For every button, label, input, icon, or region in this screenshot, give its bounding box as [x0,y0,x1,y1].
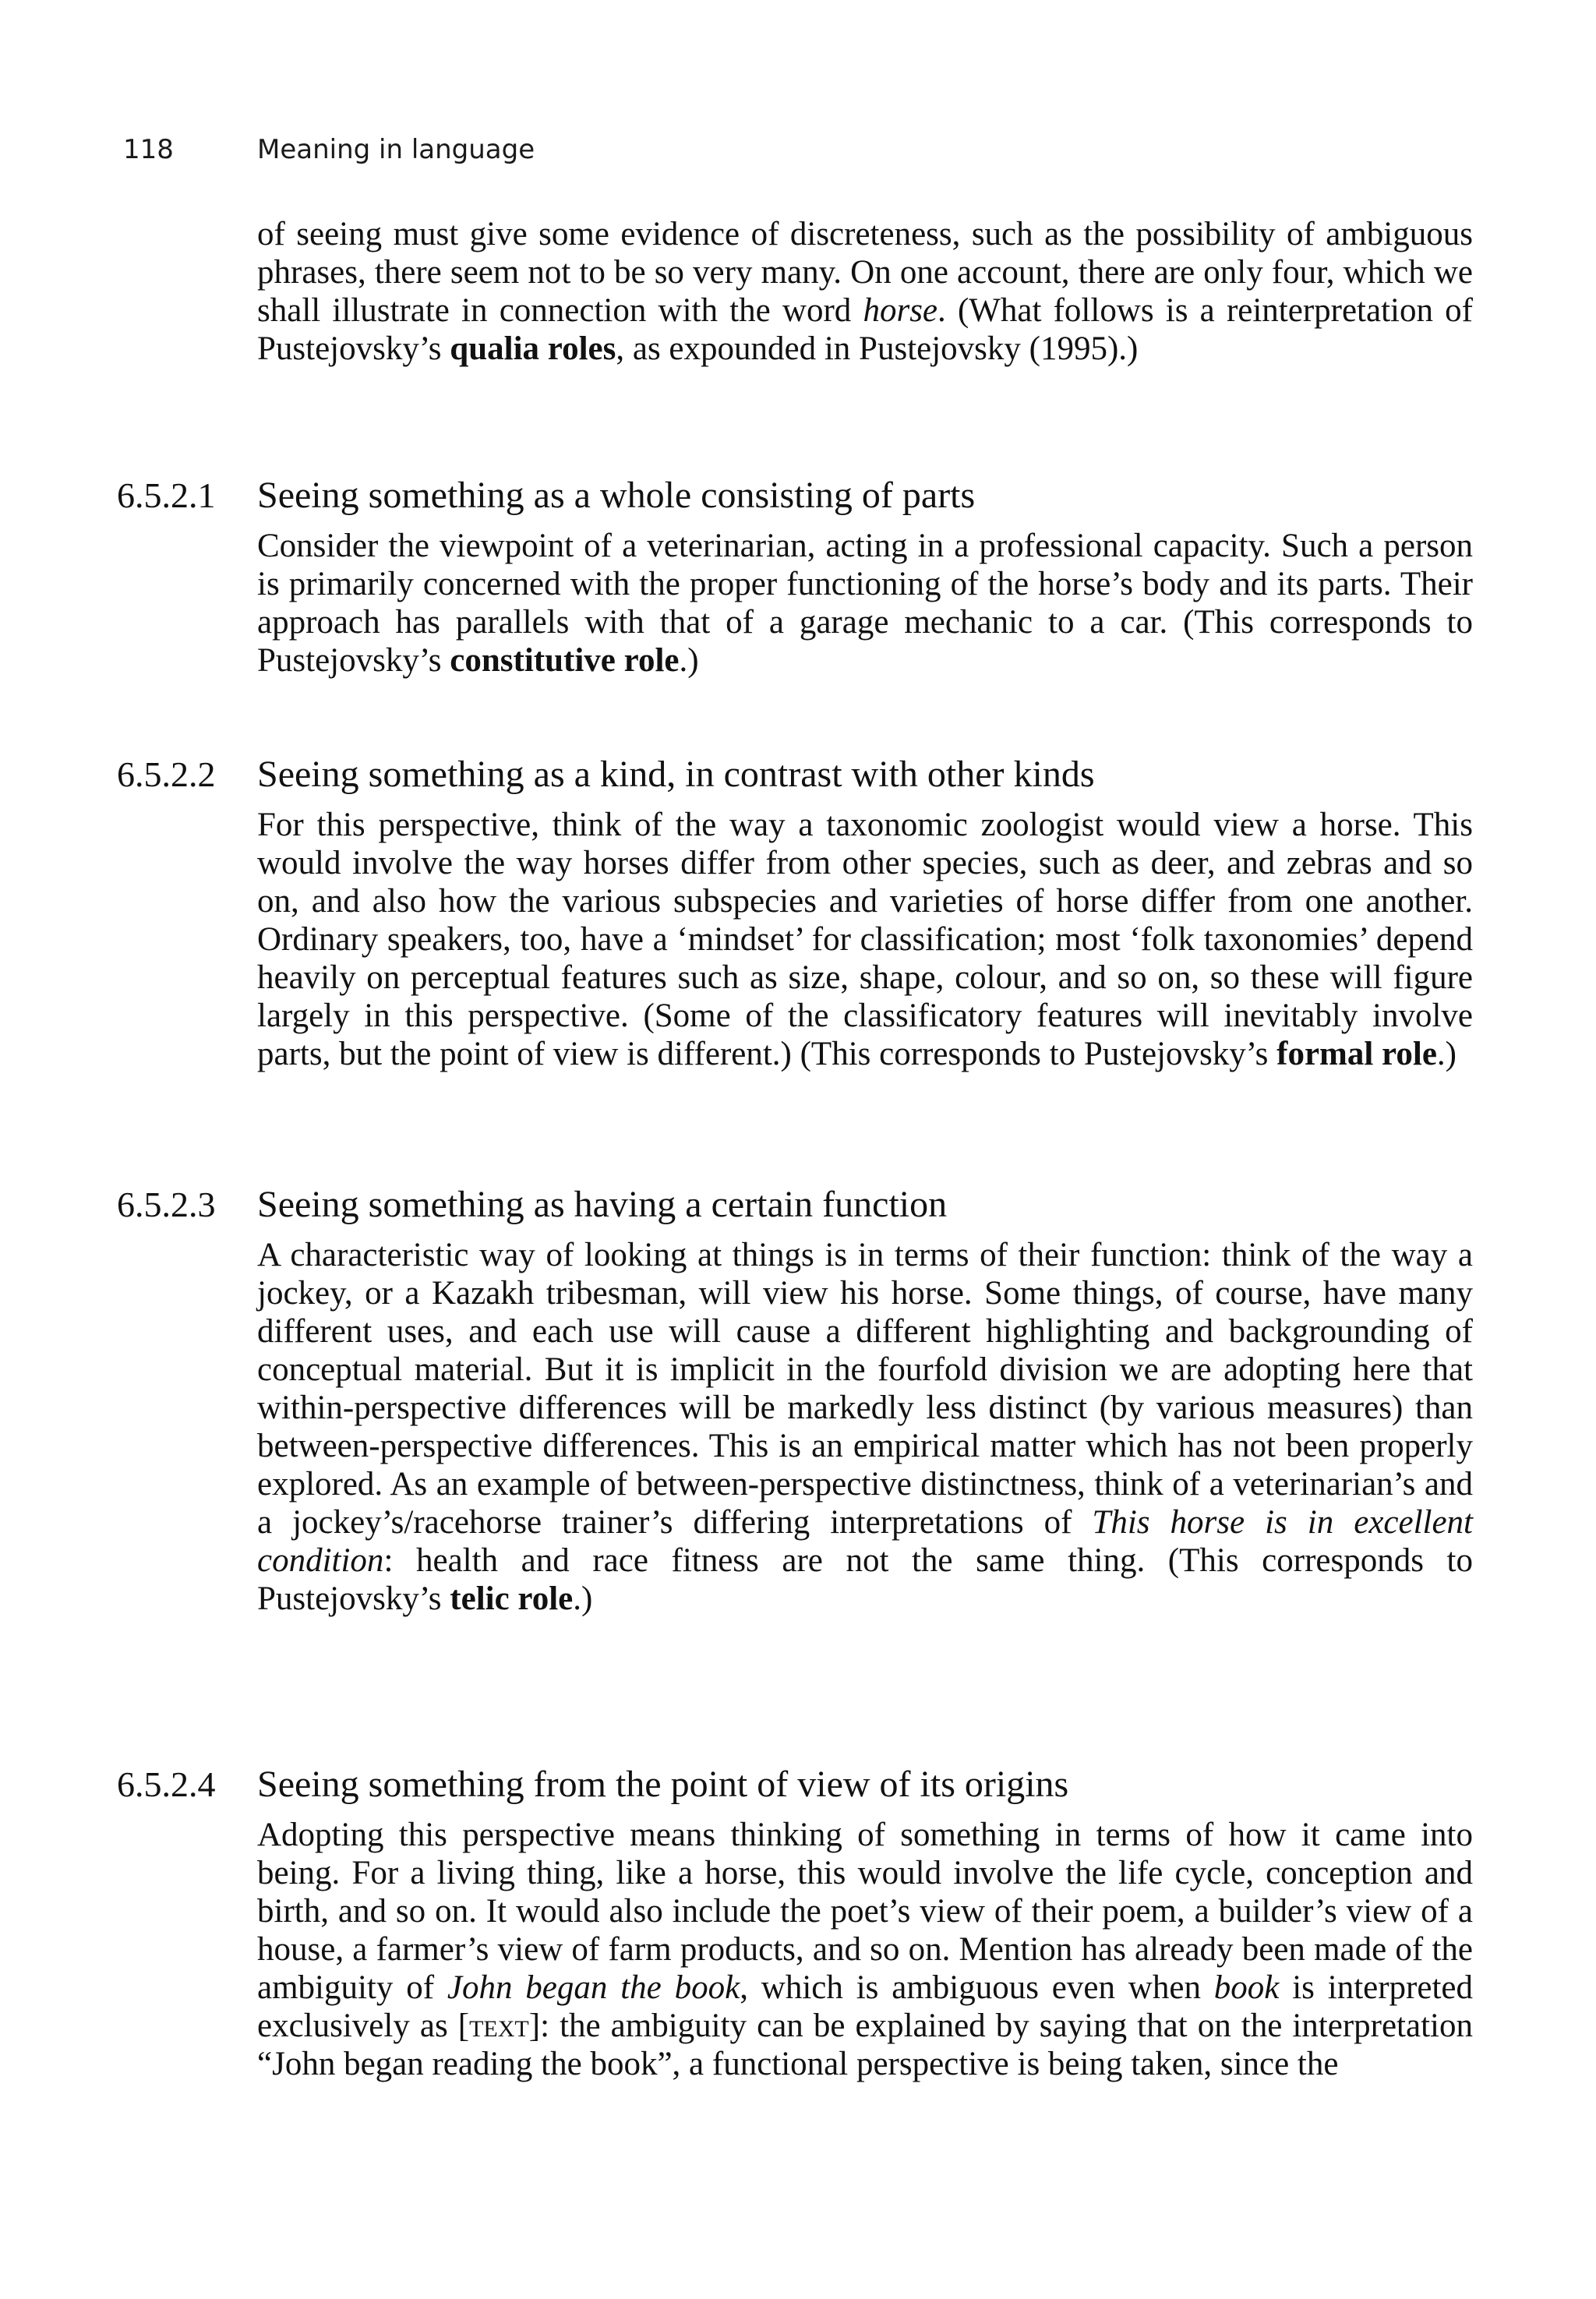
intro-text-3: . (What follows is a reinterpretation of Pustejovsky’s [257,292,1473,367]
term-formal-role: formal role [1276,1036,1437,1072]
section-text-1: A characteristic way of looking at things is in terms of their function: think of the way a jockey, or a Kazakh tribesman, will view his horse. Some things, of course, have many different uses, and each use will cause a different highlighting and backgrounding of conceptual material. But it is implicit in the fourfold division we are adopting here that within-perspective differences will be markedly less distinct (by various measures) than between-perspective differences. This is an empirical matter which has not been properly explored. As an example of between-perspective distinctness, think of a veterinarian’s and a jockey’s/racehorse trainer’s differing interpretations of [257,1237,1473,1541]
section-text-3: .) [1436,1036,1457,1072]
section-text-3: .) [679,642,699,679]
section-text-3: , which is ambiguous even when [740,1969,1214,2006]
section-text-3: : health and race fitness are not the same thing. (This corresponds to Pustejovsky’s [257,1542,1473,1617]
section-paragraph [257,527,1473,680]
section-heading: Seeing something from the point of view of its origins [257,1764,1069,1805]
intro-italic-horse: horse [863,292,938,329]
section-paragraph [257,1236,1473,1618]
section-number: 6.5.2.3 [117,1185,216,1224]
section-number: 6.5.2.2 [117,754,216,794]
section-paragraph [257,1816,1473,2083]
intro-text-1: of seeing must give some evidence of discreteness, such as the possibility of ambiguous phrases, there seem not to be so very many. On one account, there are only four, which we shall illustrate in connection with the word [257,216,1473,329]
section-text-1: Adopting this perspective means thinking of something in terms of how it came into being. For a living thing, like a horse, this would involve the life cycle, conception and birth, and so on. It would also include the poet’s view of their poem, a builder’s view of a house, a farmer’s view of farm products, and so on. Mention has already been made of the ambiguity of [257,1817,1473,2006]
section-body [257,527,1473,680]
example-sentence: John began the book [447,1969,740,2006]
section-number: 6.5.2.1 [117,475,216,515]
section-heading: Seeing something as having a certain function [257,1184,948,1225]
section-text-1: For this perspective, think of the way a taxonomic zoologist would view a horse. This would involve the way horses differ from other species, such as deer, and zebras and so on, and also how the various subspecies and varieties of horse differ from one another. Ordinary speakers, too, have a ‘mindset’ for classification; most ‘folk taxonomies’ depend heavily on perceptual features such as size, shape, colour, and so on, so these will figure largely in this perspective. (Some of the classificatory features will inevitably involve parts, but the point of view is different.) (This corresponds to Pustejovsky’s [257,807,1473,1072]
section-body [257,1816,1473,2083]
example-sentence: This horse is in excellent condition [257,1504,1473,1579]
page-number: 118 [123,134,174,165]
section-number: 6.5.2.4 [117,1764,216,1804]
intro-paragraph [257,215,1473,368]
term-constitutive-role: constitutive role [450,642,680,679]
running-head [123,134,535,173]
section-text-5: .) [573,1580,593,1617]
section-body [257,1236,1473,1618]
section-paragraph [257,806,1473,1073]
section-text-1: Consider the viewpoint of a veterinarian, acting in a professional capacity. Such a person is primarily concerned with the proper functioning of the horse’s body and its parts. Their approach has parallels with that of a garage mechanic to a car. (This corresponds to Pustejovsky’s [257,528,1473,679]
section-heading: Seeing something as a kind, in contrast with other kinds [257,754,1095,795]
running-title: Meaning in language [257,134,535,165]
term-telic-role: telic role [450,1580,574,1617]
section-text-7: ]: the ambiguity can be explained by saying that on the interpretation “John began reading the book”, a functional perspective is being taken, since the [257,2008,1473,2082]
section-text-5: is interpreted exclusively as [ [257,1969,1473,2044]
intro-text-5: , as expounded in Pustejovsky (1995).) [616,330,1139,367]
intro-text [257,215,1473,368]
small-caps-text: text [469,2008,529,2044]
term-qualia-roles: qualia roles [450,330,616,367]
section-body [257,806,1473,1073]
section-heading: Seeing something as a whole consisting of parts [257,475,976,516]
italic-word-book: book [1213,1969,1280,2006]
